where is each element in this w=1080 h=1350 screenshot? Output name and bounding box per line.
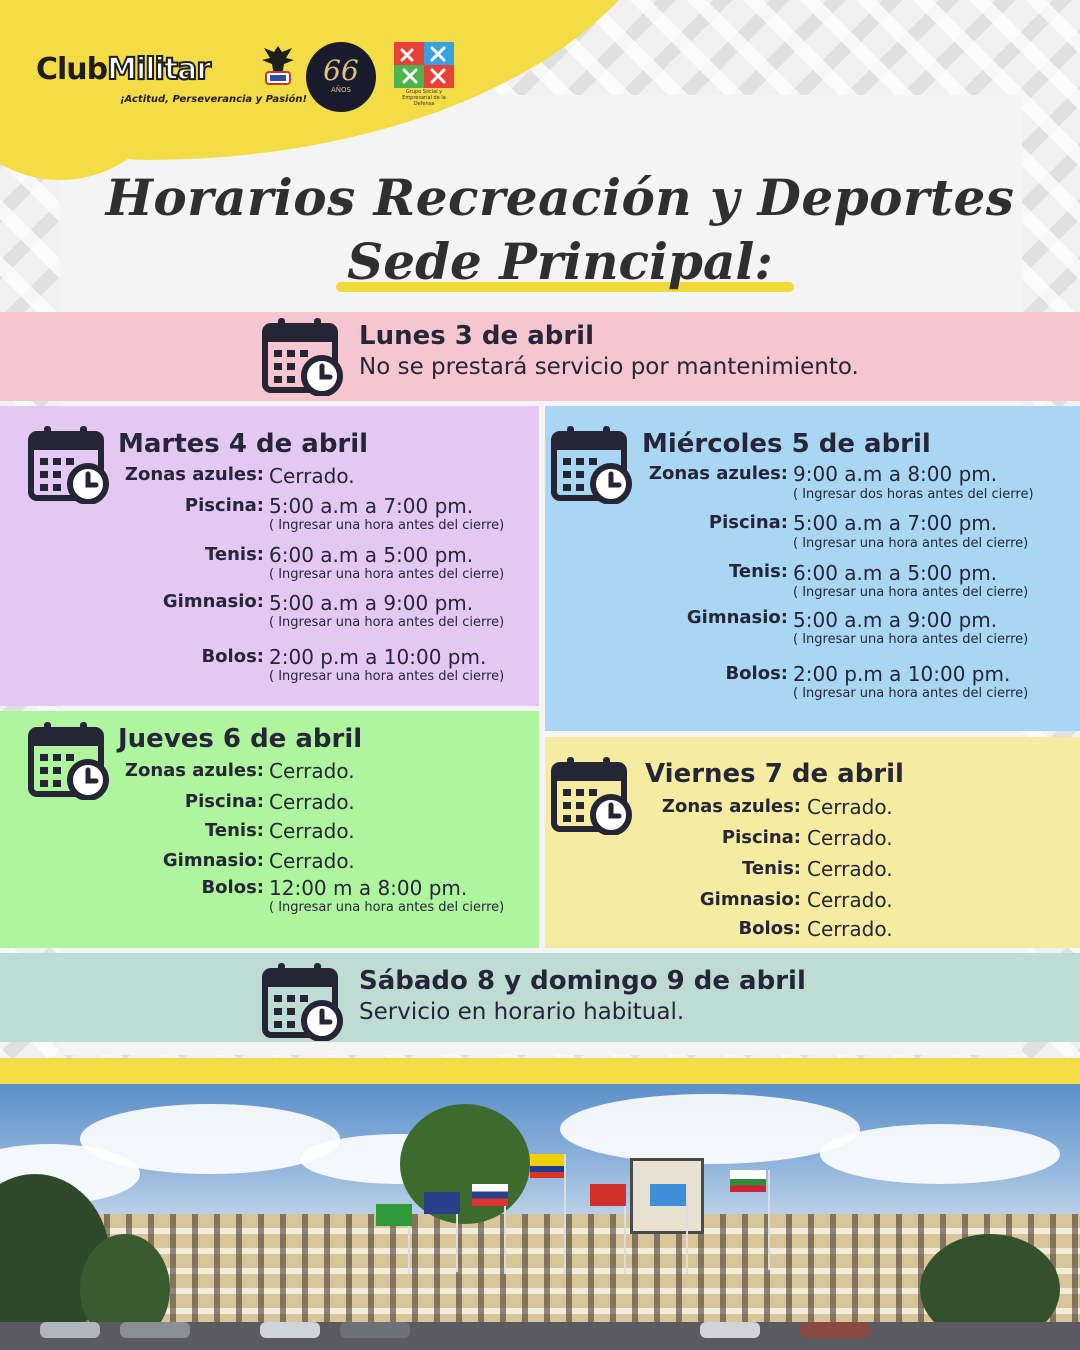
thursday-value-gimnasio: Cerrado. bbox=[269, 849, 355, 873]
thursday-label-gimnasio: Gimnasio: bbox=[162, 850, 264, 871]
tuesday-label-piscina: Piscina: bbox=[184, 495, 264, 516]
tuesday-value-gimnasio: 5:00 a.m a 9:00 pm. bbox=[269, 591, 474, 615]
tuesday-value-tenis: 6:00 a.m a 5:00 pm. bbox=[269, 543, 474, 567]
wednesday-value-gimnasio: 5:00 a.m a 9:00 pm. bbox=[793, 608, 998, 632]
thursday-note-bolos: ( Ingresar una hora antes del cierre) bbox=[269, 900, 505, 915]
thursday-label-bolos: Bolos: bbox=[201, 877, 264, 898]
friday-label-piscina: Piscina: bbox=[721, 827, 801, 848]
wednesday-label-zonas-azules: Zonas azules: bbox=[648, 463, 788, 484]
calendar-clock-icon bbox=[28, 720, 110, 800]
wednesday-value-tenis: 6:00 a.m a 5:00 pm. bbox=[793, 561, 998, 585]
tuesday-heading: Martes 4 de abril bbox=[118, 429, 369, 459]
wednesday-label-piscina: Piscina: bbox=[708, 512, 788, 533]
tuesday-value-bolos: 2:00 p.m a 10:00 pm. bbox=[269, 645, 487, 669]
calendar-clock-icon bbox=[262, 316, 344, 396]
friday-label-bolos: Bolos: bbox=[738, 918, 801, 939]
thursday-value-tenis: Cerrado. bbox=[269, 819, 355, 843]
calendar-clock-icon bbox=[551, 424, 633, 504]
calendar-clock-icon bbox=[551, 755, 633, 835]
monday-heading: Lunes 3 de abril bbox=[359, 321, 594, 351]
thursday-label-piscina: Piscina: bbox=[184, 791, 264, 812]
anniversary-number: 66 bbox=[323, 54, 359, 87]
tuesday-label-bolos: Bolos: bbox=[201, 646, 264, 667]
friday-value-piscina: Cerrado. bbox=[807, 826, 893, 850]
thursday-value-bolos: 12:00 m a 8:00 pm. bbox=[269, 876, 468, 900]
friday-value-zonas-azules: Cerrado. bbox=[807, 795, 893, 819]
wednesday-value-zonas-azules: 9:00 a.m a 8:00 pm. bbox=[793, 462, 998, 486]
friday-value-bolos: Cerrado. bbox=[807, 917, 893, 941]
tuesday-value-piscina: 5:00 a.m a 7:00 pm. bbox=[269, 494, 474, 518]
wednesday-value-bolos: 2:00 p.m a 10:00 pm. bbox=[793, 662, 1011, 686]
tuesday-note-bolos: ( Ingresar una hora antes del cierre) bbox=[269, 669, 505, 684]
anniversary-66-logo bbox=[306, 42, 376, 112]
club-militar-logo bbox=[36, 52, 308, 112]
thursday-heading: Jueves 6 de abril bbox=[118, 724, 363, 754]
tuesday-label-zonas-azules: Zonas azules: bbox=[124, 464, 264, 485]
wednesday-note-bolos: ( Ingresar una hora antes del cierre) bbox=[793, 686, 1029, 701]
grupo-social-emblem bbox=[394, 42, 454, 88]
tuesday-value-zonas-azules: Cerrado. bbox=[269, 464, 355, 488]
wednesday-note-gimnasio: ( Ingresar una hora antes del cierre) bbox=[793, 632, 1029, 647]
wednesday-label-bolos: Bolos: bbox=[725, 663, 788, 684]
wednesday-note-piscina: ( Ingresar una hora antes del cierre) bbox=[793, 536, 1029, 551]
tuesday-note-tenis: ( Ingresar una hora antes del cierre) bbox=[269, 567, 505, 582]
wednesday-heading: Miércoles 5 de abril bbox=[642, 429, 931, 459]
page-subtitle: Sede Principal: bbox=[347, 232, 773, 291]
friday-value-gimnasio: Cerrado. bbox=[807, 888, 893, 912]
thursday-label-tenis: Tenis: bbox=[205, 820, 264, 841]
friday-heading: Viernes 7 de abril bbox=[645, 759, 904, 789]
thursday-label-zonas-azules: Zonas azules: bbox=[124, 760, 264, 781]
calendar-clock-icon bbox=[28, 424, 110, 504]
page-title: Horarios Recreación y Deportes bbox=[105, 168, 1015, 227]
wednesday-value-piscina: 5:00 a.m a 7:00 pm. bbox=[793, 511, 998, 535]
tuesday-note-gimnasio: ( Ingresar una hora antes del cierre) bbox=[269, 615, 505, 630]
anniversary-word: AÑOS bbox=[331, 86, 351, 94]
weekend-heading: Sábado 8 y domingo 9 de abril bbox=[359, 966, 806, 996]
wednesday-note-tenis: ( Ingresar una hora antes del cierre) bbox=[793, 585, 1029, 600]
calendar-clock-icon bbox=[262, 961, 344, 1041]
grupo-social-logo bbox=[394, 42, 454, 107]
monday-message: No se prestará servicio por mantenimiento. bbox=[359, 354, 859, 380]
eagle-icon bbox=[258, 42, 298, 88]
friday-value-tenis: Cerrado. bbox=[807, 857, 893, 881]
club-building-photo bbox=[0, 1084, 1080, 1350]
friday-label-gimnasio: Gimnasio: bbox=[699, 889, 801, 910]
club-slogan: ¡Actitud, Perseverancia y Pasión! bbox=[120, 94, 308, 105]
friday-label-zonas-azules: Zonas azules: bbox=[661, 796, 801, 817]
wednesday-label-gimnasio: Gimnasio: bbox=[686, 607, 788, 628]
tuesday-note-piscina: ( Ingresar una hora antes del cierre) bbox=[269, 518, 505, 533]
tuesday-label-tenis: Tenis: bbox=[205, 544, 264, 565]
grupo-social-name: Grupo Social y Empresarial de la Defensa bbox=[402, 89, 446, 107]
wednesday-note-zonas-azules: ( Ingresar dos horas antes del cierre) bbox=[793, 487, 1034, 502]
yellow-divider bbox=[0, 1058, 1080, 1084]
thursday-value-zonas-azules: Cerrado. bbox=[269, 759, 355, 783]
tuesday-label-gimnasio: Gimnasio: bbox=[162, 591, 264, 612]
wednesday-label-tenis: Tenis: bbox=[729, 561, 788, 582]
friday-label-tenis: Tenis: bbox=[742, 858, 801, 879]
club-name: ClubMilitar bbox=[36, 52, 211, 87]
thursday-value-piscina: Cerrado. bbox=[269, 790, 355, 814]
weekend-message: Servicio en horario habitual. bbox=[359, 999, 685, 1025]
